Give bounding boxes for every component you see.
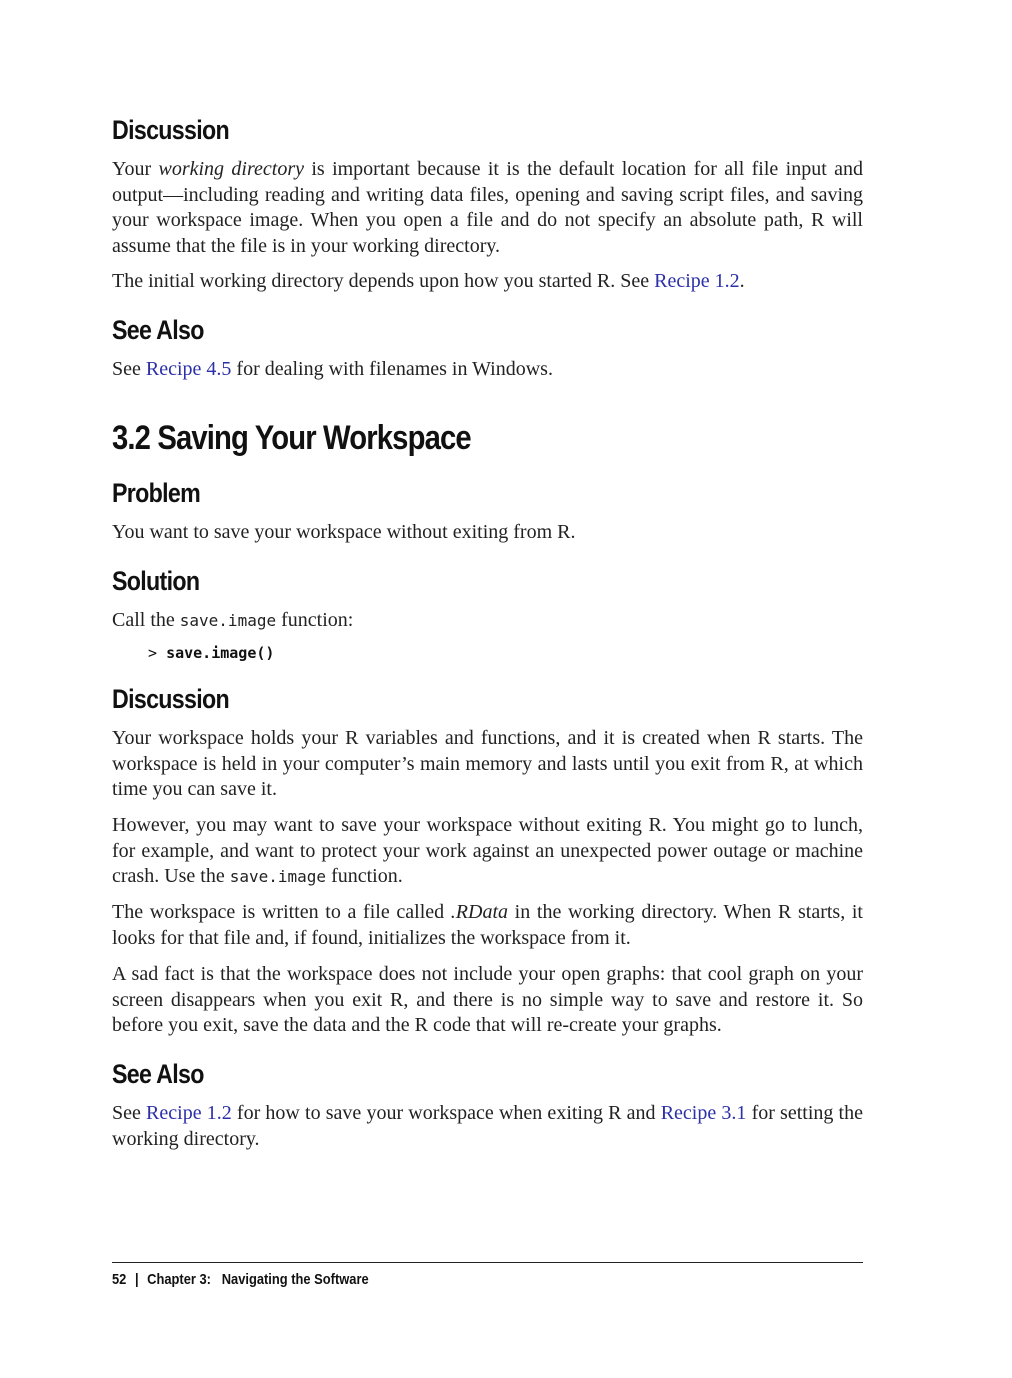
discussion-paragraph-1: Your working directory is important because it is the default location for all file input and output—including reading and writing data files, opening and saving script files, and saving your workspace image. When you open a file and do not specify an absolute path, R will assume that the file is in your working directory. [112,158,864,257]
recipe-1-2-link[interactable]: Recipe 1.2 [146,1102,232,1124]
inline-code-save-image: save.image [179,611,277,630]
recipe-4-5-link[interactable]: Recipe 4.5 [145,358,232,380]
see-also-heading: See Also [112,1059,204,1089]
solution-paragraph: Call the save.image function: [112,609,354,631]
recipe-3-1-link[interactable]: Recipe 3.1 [660,1102,747,1124]
problem-heading: Problem [112,478,201,508]
inline-code-save-image: save.image [229,867,327,886]
section-title: 3.2 Saving Your Workspace [112,419,471,457]
code-command: save.image() [166,644,275,662]
see-also-paragraph: See Recipe 1.2 for how to save your workspace when exiting R and Recipe 3.1 for setting the working directory. [112,1102,863,1150]
discussion-paragraph-2: However, you may want to save your workspace without exiting R. You might go to lunch, for example, and want to protect your work against an unexpected power outage or machine crash. Use the save.image function. [112,814,863,887]
discussion-heading: Discussion [112,115,230,145]
problem-paragraph: You want to save your workspace without exiting from R. [112,521,576,543]
footer-separator: | [134,1271,139,1288]
see-also-heading: See Also [112,315,204,345]
chapter-title: Chapter 3: Navigating the Software [147,1271,369,1288]
footer-rule [112,1262,863,1263]
see-also-paragraph: See Recipe 4.5 for dealing with filenames in Windows. [112,358,553,380]
solution-heading: Solution [112,566,200,596]
page-footer [112,1270,369,1290]
page-number: 52 [112,1271,127,1288]
emphasis-working-directory: working directory [158,158,304,180]
discussion-heading: Discussion [112,684,230,714]
code-block [148,643,274,663]
recipe-1-2-link[interactable]: Recipe 1.2 [654,270,740,292]
discussion-paragraph-4: A sad fact is that the workspace does not include your open graphs: that cool graph on your screen disappears when you exit R, and there is no simple way to save and restore it. So before you exit, save the data and the R code that will re-create your graphs. [112,963,863,1036]
code-prompt: > [148,644,167,662]
discussion-paragraph-3: The workspace is written to a file called .RData in the working directory. When R starts, it looks for that file and, if found, initializes the workspace from it. [112,901,863,949]
emphasis-rdata: .RData [450,901,509,923]
discussion-paragraph-2: The initial working directory depends upon how you started R. See Recipe 1.2. [112,270,745,292]
discussion-paragraph-1: Your workspace holds your R variables and functions, and it is created when R starts. The workspace is held in your computer’s main memory and lasts until you exit from R, at which time you can save it. [112,727,863,800]
